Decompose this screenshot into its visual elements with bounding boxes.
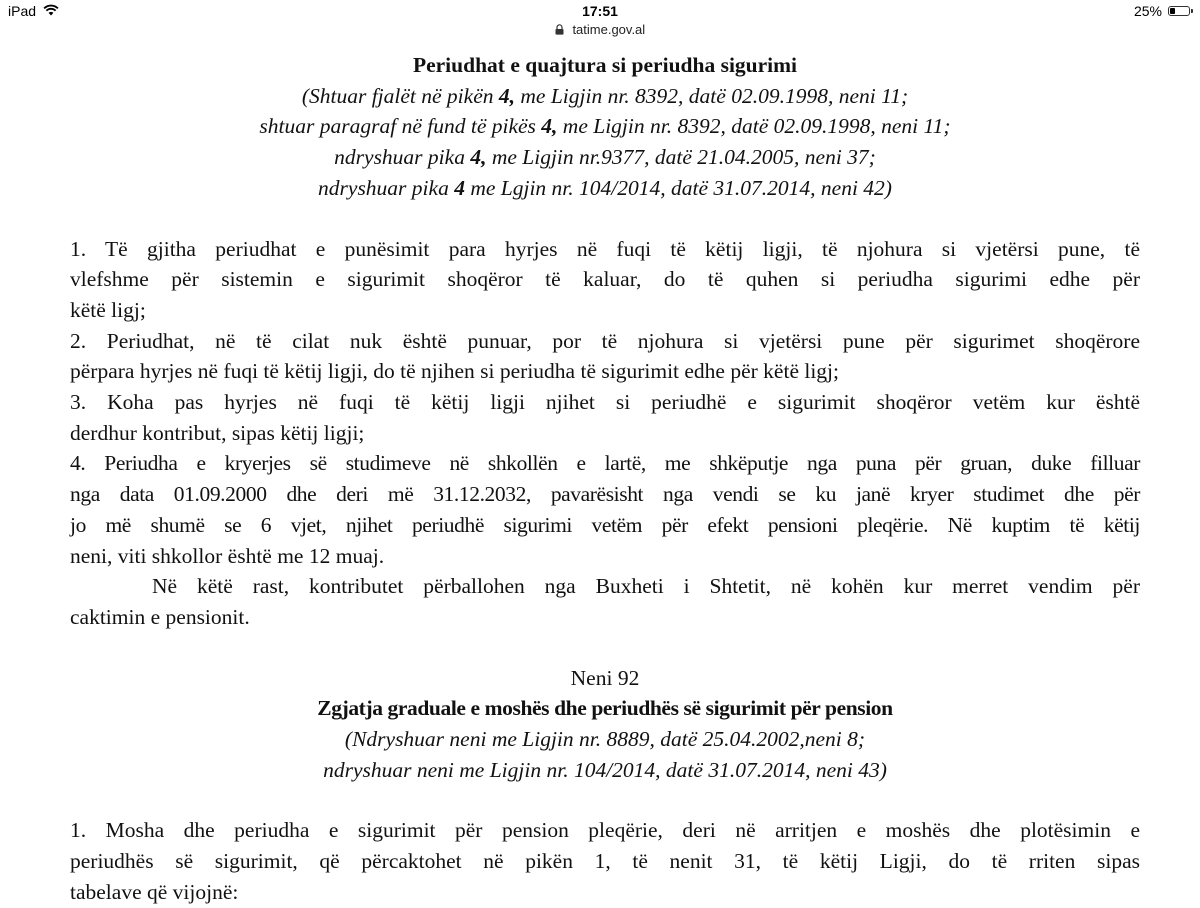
amendment-note: ndryshuar neni me Ligjin nr. 104/2014, datë 31.07.2014, neni 43) <box>323 757 887 782</box>
section-title: Periudhat e quajtura si periudha sigurimi <box>412 53 798 77</box>
battery-percent: 25% <box>1133 3 1162 19</box>
amendment-note: shtuar paragraf në fund të pikës 4, me Ligjin nr. 8392, datë 02.09.1998, neni 11; <box>259 114 951 139</box>
device-label: iPad <box>8 3 37 19</box>
paragraph-1: 1. Të gjitha periudhat e punësimit para hyrjes në fuqi të këtij ligji, të njohura si vjetërsi pune, të vlefshme për sistemin e sigurimit shoqëror të kaluar, do të quhen si periudha sigurimi edhe për këtë ligj; <box>70 236 1140 322</box>
document-body <box>70 50 1140 908</box>
battery-fill <box>1170 8 1175 14</box>
article-paragraph-1: 1. Mosha dhe periudha e sigurimit për pension pleqërie, deri në arritjen e moshës dhe plotësimin e periudhës së sigurimit, që përcaktohet në pikën 1, të nenit 31, të këtij Ligji, do të rriten sipas tabelave që vijojnë: <box>70 818 1140 904</box>
lock-icon <box>555 23 564 38</box>
paragraph-3: 3. Koha pas hyrjes në fuqi të këtij ligji njihet si periudhë e sigurimit shoqëror vetëm kur është derdhur kontribut, sipas këtij ligji; <box>70 390 1140 445</box>
amendment-note: ndryshuar pika 4 me Lgjin nr. 104/2014, datë 31.07.2014, neni 42) <box>318 175 892 200</box>
article-number: Neni 92 <box>570 665 640 690</box>
article-title: Zgjatja graduale e moshës dhe periudhës së sigurimit për pension <box>317 696 893 721</box>
url-domain: tatime.gov.al <box>572 22 646 37</box>
status-bar <box>0 0 1200 22</box>
paragraph-4: 4. Periudha e kryerjes së studimeve në shkollën e lartë, me shkëputje nga puna për gruan, duke filluar nga data 01.09.2000 dhe deri më 31.12.2032, pavarësisht nga vendi se ku janë kryer studimet dhe për jo më shumë se 6 vjet, njihet periudhë sigurimi vetëm për efekt pensioni pleqërie. Në kuptim të këtij neni, viti shkollor është me 12 muaj. <box>70 451 1140 568</box>
amendment-note: (Shtuar fjalët në pikën 4, me Ligjin nr. 8392, datë 02.09.1998, neni 11; <box>301 83 909 108</box>
paragraph-2: 2. Periudhat, në të cilat nuk është punuar, por të njohura si vjetërsi pune për sigurimet shoqërore përpara hyrjes në fuqi të këtij ligji, do të njihen si periudha të sigurimit edhe për këtë ligj; <box>70 328 1140 384</box>
url-bar[interactable] <box>0 22 1200 42</box>
amendment-note: ndryshuar pika 4, me Ligjin nr.9377, datë 21.04.2005, neni 37; <box>334 145 876 170</box>
article-amendment-notes <box>70 724 1140 785</box>
paragraph-5: Në këtë rast, kontributet përballohen nga Buxheti i Shtetit, në kohën kur merret vendim për caktimin e pensionit. <box>70 574 1140 629</box>
amendment-note: (Ndryshuar neni me Ligjin nr. 8889, datë 25.04.2002,neni 8; <box>344 727 866 752</box>
battery-icon <box>1168 6 1190 16</box>
clock: 17:51 <box>582 3 618 19</box>
amendment-notes <box>70 81 1140 204</box>
